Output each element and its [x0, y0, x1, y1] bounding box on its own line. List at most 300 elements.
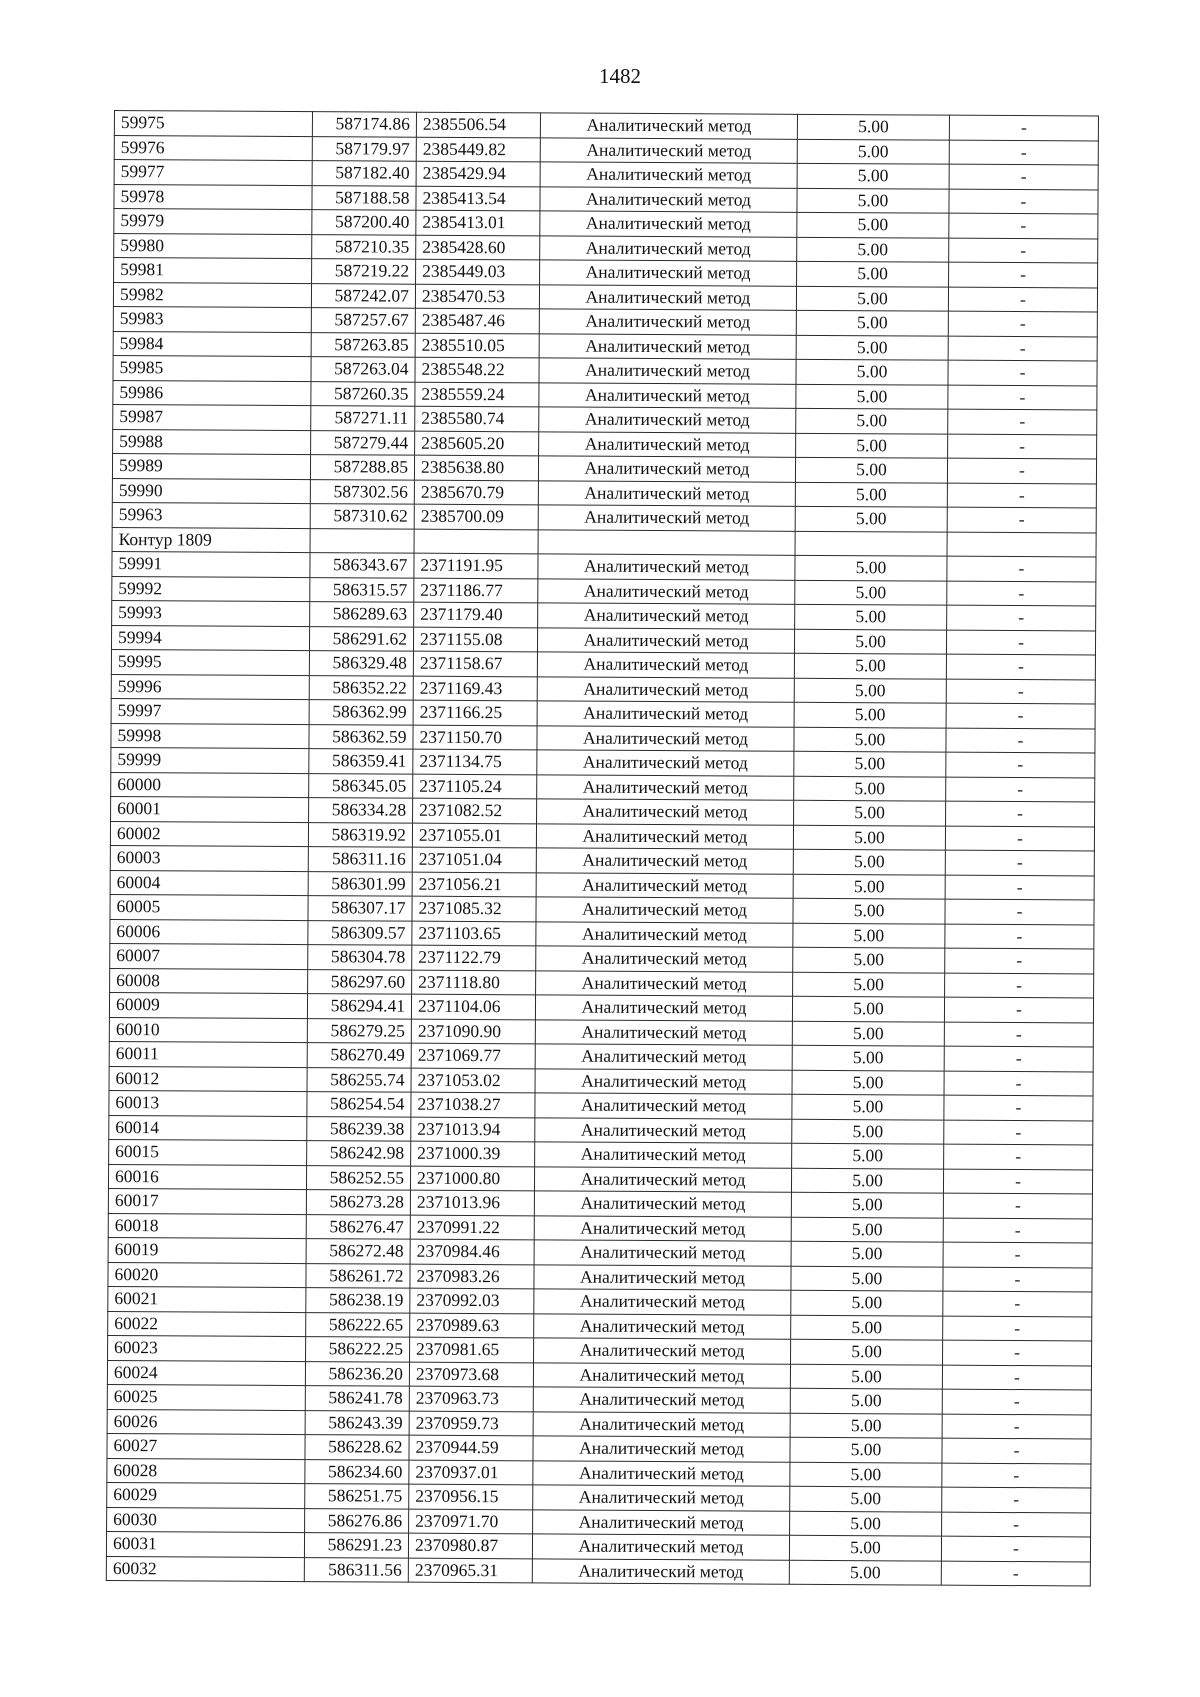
method-cell: Аналитический метод: [532, 1558, 789, 1584]
empty-cell: [310, 528, 414, 553]
extra-cell: -: [946, 728, 1095, 753]
y-coordinate-cell: 2370980.87: [408, 1533, 532, 1558]
y-coordinate-cell: 2385670.79: [414, 480, 538, 505]
method-cell: Аналитический метод: [540, 113, 797, 139]
precision-cell: 5.00: [792, 1094, 944, 1119]
extra-cell: -: [946, 679, 1095, 704]
extra-cell: -: [942, 1512, 1091, 1537]
extra-cell: -: [941, 1561, 1090, 1586]
x-coordinate-cell: 586362.99: [309, 700, 413, 725]
y-coordinate-cell: 2371056.21: [412, 872, 536, 897]
precision-cell: 5.00: [792, 1070, 944, 1095]
extra-cell: -: [948, 409, 1097, 434]
point-id-cell: 60017: [108, 1188, 306, 1214]
x-coordinate-cell: 586273.28: [306, 1190, 410, 1215]
precision-cell: 5.00: [797, 212, 949, 237]
extra-cell: -: [943, 1267, 1092, 1292]
precision-cell: 5.00: [790, 1462, 942, 1487]
method-cell: Аналитический метод: [534, 1215, 791, 1241]
y-coordinate-cell: 2370971.70: [409, 1509, 533, 1534]
extra-cell: -: [946, 801, 1095, 826]
method-cell: Аналитический метод: [533, 1411, 790, 1437]
precision-cell: 5.00: [793, 825, 945, 850]
method-cell: Аналитический метод: [536, 946, 793, 972]
y-coordinate-cell: 2370973.68: [409, 1362, 533, 1387]
point-id-cell: 60018: [108, 1213, 306, 1239]
extra-cell: -: [943, 1340, 1092, 1365]
point-id-cell: 59984: [113, 331, 311, 357]
method-cell: Аналитический метод: [538, 505, 795, 531]
method-cell: Аналитический метод: [538, 456, 795, 482]
y-coordinate-cell: 2385413.01: [416, 210, 540, 235]
method-cell: Аналитический метод: [538, 578, 795, 604]
y-coordinate-cell: 2371013.96: [410, 1190, 534, 1215]
precision-cell: 5.00: [790, 1486, 942, 1511]
x-coordinate-cell: 586334.28: [309, 798, 413, 823]
y-coordinate-cell: 2371186.77: [414, 578, 538, 603]
y-coordinate-cell: 2371038.27: [411, 1092, 535, 1117]
precision-cell: 5.00: [791, 1168, 943, 1193]
method-cell: Аналитический метод: [537, 701, 794, 727]
point-id-cell: 60006: [110, 919, 308, 945]
x-coordinate-cell: 587174.86: [312, 112, 416, 137]
point-id-cell: 59976: [114, 135, 312, 161]
precision-cell: 5.00: [794, 751, 946, 776]
method-cell: Аналитический метод: [534, 1191, 791, 1217]
point-id-cell: 60009: [109, 992, 307, 1018]
method-cell: Аналитический метод: [537, 627, 794, 653]
point-id-cell: 59975: [114, 111, 312, 137]
precision-cell: 5.00: [792, 1119, 944, 1144]
precision-cell: 5.00: [791, 1241, 943, 1266]
extra-cell: -: [944, 1144, 1093, 1169]
x-coordinate-cell: 586234.60: [305, 1459, 409, 1484]
extra-cell: -: [946, 752, 1095, 777]
point-id-cell: 59995: [111, 649, 309, 675]
extra-cell: -: [943, 1218, 1092, 1243]
point-id-cell: 60011: [109, 1041, 307, 1067]
point-id-cell: 60000: [111, 772, 309, 798]
extra-cell: -: [949, 140, 1098, 165]
point-id-cell: 59990: [112, 478, 310, 504]
y-coordinate-cell: 2371051.04: [412, 847, 536, 872]
extra-cell: -: [948, 336, 1097, 361]
extra-cell: -: [942, 1365, 1091, 1390]
y-coordinate-cell: 2371103.65: [412, 921, 536, 946]
x-coordinate-cell: 586238.19: [306, 1288, 410, 1313]
y-coordinate-cell: 2370959.73: [409, 1411, 533, 1436]
precision-cell: 5.00: [790, 1511, 942, 1536]
x-coordinate-cell: 586311.56: [304, 1557, 408, 1582]
extra-cell: -: [949, 115, 1098, 140]
x-coordinate-cell: 586362.59: [309, 724, 413, 749]
extra-cell: -: [947, 507, 1096, 532]
x-coordinate-cell: 586254.54: [307, 1092, 411, 1117]
point-id-cell: 60026: [107, 1409, 305, 1435]
point-id-cell: 60032: [106, 1556, 304, 1582]
point-id-cell: 60005: [110, 894, 308, 920]
precision-cell: 5.00: [792, 1045, 944, 1070]
method-cell: Аналитический метод: [533, 1485, 790, 1511]
extra-cell: -: [941, 1536, 1090, 1561]
y-coordinate-cell: 2370963.73: [409, 1386, 533, 1411]
point-id-cell: 59996: [111, 674, 309, 700]
point-id-cell: 60025: [107, 1384, 305, 1410]
method-cell: Аналитический метод: [540, 235, 797, 261]
point-id-cell: 59987: [113, 404, 311, 430]
precision-cell: 5.00: [794, 800, 946, 825]
x-coordinate-cell: 586261.72: [306, 1263, 410, 1288]
y-coordinate-cell: 2371118.80: [412, 970, 536, 995]
method-cell: Аналитический метод: [534, 1166, 791, 1192]
method-cell: Аналитический метод: [533, 1436, 790, 1462]
y-coordinate-cell: 2385605.20: [415, 431, 539, 456]
x-coordinate-cell: 586251.75: [305, 1484, 409, 1509]
extra-cell: -: [945, 948, 1094, 973]
point-id-cell: 60013: [109, 1090, 307, 1116]
point-id-cell: 60003: [110, 845, 308, 871]
extra-cell: -: [947, 605, 1096, 630]
y-coordinate-cell: 2371105.24: [413, 774, 537, 799]
point-id-cell: 60020: [108, 1262, 306, 1288]
point-id-cell: 60024: [107, 1360, 305, 1386]
method-cell: Аналитический метод: [540, 162, 797, 188]
extra-cell: -: [943, 1193, 1092, 1218]
method-cell: Аналитический метод: [538, 554, 795, 580]
x-coordinate-cell: 586289.63: [310, 602, 414, 627]
y-coordinate-cell: 2385506.54: [416, 112, 540, 137]
y-coordinate-cell: 2371166.25: [413, 700, 537, 725]
method-cell: Аналитический метод: [536, 823, 793, 849]
method-cell: Аналитический метод: [538, 603, 795, 629]
point-id-cell: 60029: [107, 1482, 305, 1508]
x-coordinate-cell: 587263.04: [311, 357, 415, 382]
point-id-cell: 59998: [111, 723, 309, 749]
x-coordinate-cell: 586345.05: [309, 773, 413, 798]
precision-cell: 5.00: [792, 1021, 944, 1046]
method-cell: Аналитический метод: [536, 921, 793, 947]
precision-cell: 5.00: [794, 702, 946, 727]
y-coordinate-cell: 2370937.01: [409, 1460, 533, 1485]
method-cell: Аналитический метод: [536, 970, 793, 996]
y-coordinate-cell: 2371090.90: [411, 1019, 535, 1044]
extra-cell: -: [943, 1316, 1092, 1341]
extra-cell: -: [949, 213, 1098, 238]
precision-cell: 5.00: [792, 1143, 944, 1168]
precision-cell: 5.00: [791, 1192, 943, 1217]
y-coordinate-cell: 2385510.05: [415, 333, 539, 358]
x-coordinate-cell: 586270.49: [307, 1043, 411, 1068]
point-id-cell: 59963: [112, 502, 310, 528]
y-coordinate-cell: 2371191.95: [414, 553, 538, 578]
point-id-cell: 59977: [114, 160, 312, 186]
y-coordinate-cell: 2385429.94: [416, 161, 540, 186]
point-id-cell: 59993: [112, 600, 310, 626]
table-body: [106, 111, 1098, 1586]
extra-cell: -: [948, 360, 1097, 385]
y-coordinate-cell: 2371053.02: [411, 1068, 535, 1093]
method-cell: Аналитический метод: [535, 1142, 792, 1168]
point-id-cell: 60023: [108, 1335, 306, 1361]
x-coordinate-cell: 586294.41: [307, 994, 411, 1019]
y-coordinate-cell: 2371169.43: [413, 676, 537, 701]
point-id-cell: 60008: [110, 968, 308, 994]
y-coordinate-cell: 2370991.22: [410, 1215, 534, 1240]
method-cell: Аналитический метод: [535, 1044, 792, 1070]
extra-cell: -: [945, 850, 1094, 875]
extra-cell: -: [942, 1463, 1091, 1488]
method-cell: Аналитический метод: [537, 750, 794, 776]
x-coordinate-cell: 586301.99: [308, 871, 412, 896]
extra-cell: -: [943, 1291, 1092, 1316]
point-id-cell: 59994: [111, 625, 309, 651]
precision-cell: 5.00: [794, 629, 946, 654]
method-cell: Аналитический метод: [534, 1289, 791, 1315]
extra-cell: -: [947, 483, 1096, 508]
x-coordinate-cell: 586352.22: [309, 675, 413, 700]
point-id-cell: 60022: [108, 1311, 306, 1337]
precision-cell: 5.00: [796, 286, 948, 311]
x-coordinate-cell: 586279.25: [307, 1018, 411, 1043]
point-id-cell: 59988: [113, 429, 311, 455]
y-coordinate-cell: 2371055.01: [412, 823, 536, 848]
x-coordinate-cell: 586291.62: [309, 626, 413, 651]
precision-cell: 5.00: [795, 604, 947, 629]
x-coordinate-cell: 586343.67: [310, 553, 414, 578]
x-coordinate-cell: 586307.17: [308, 896, 412, 921]
method-cell: Аналитический метод: [539, 284, 796, 310]
y-coordinate-cell: 2371134.75: [413, 749, 537, 774]
extra-cell: -: [948, 434, 1097, 459]
precision-cell: 5.00: [794, 727, 946, 752]
contour-label: Контур 1809: [112, 527, 310, 553]
x-coordinate-cell: 586241.78: [305, 1386, 409, 1411]
precision-cell: 5.00: [797, 114, 949, 139]
x-coordinate-cell: 586276.47: [306, 1214, 410, 1239]
precision-cell: 5.00: [793, 898, 945, 923]
extra-cell: -: [947, 556, 1096, 581]
extra-cell: -: [949, 238, 1098, 263]
method-cell: Аналитический метод: [534, 1338, 791, 1364]
y-coordinate-cell: 2371000.39: [411, 1141, 535, 1166]
y-coordinate-cell: 2385470.53: [415, 284, 539, 309]
x-coordinate-cell: 587260.35: [311, 381, 415, 406]
point-id-cell: 60012: [109, 1066, 307, 1092]
method-cell: Аналитический метод: [534, 1264, 791, 1290]
point-id-cell: 60031: [106, 1531, 304, 1557]
method-cell: Аналитический метод: [537, 774, 794, 800]
extra-cell: -: [949, 164, 1098, 189]
x-coordinate-cell: 586242.98: [307, 1141, 411, 1166]
x-coordinate-cell: 586304.78: [308, 945, 412, 970]
precision-cell: 5.00: [791, 1217, 943, 1242]
y-coordinate-cell: 2370981.65: [410, 1337, 534, 1362]
precision-cell: 5.00: [795, 580, 947, 605]
precision-cell: 5.00: [790, 1388, 942, 1413]
method-cell: Аналитический метод: [538, 480, 795, 506]
y-coordinate-cell: 2370989.63: [410, 1313, 534, 1338]
extra-cell: -: [943, 1169, 1092, 1194]
y-coordinate-cell: 2371069.77: [411, 1043, 535, 1068]
x-coordinate-cell: 587210.35: [312, 234, 416, 259]
extra-cell: -: [942, 1487, 1091, 1512]
point-id-cell: 59986: [113, 380, 311, 406]
x-coordinate-cell: 587279.44: [311, 430, 415, 455]
method-cell: Аналитический метод: [539, 333, 796, 359]
x-coordinate-cell: 586291.23: [304, 1533, 408, 1558]
extra-cell: -: [943, 1242, 1092, 1267]
method-cell: Аналитический метод: [534, 1240, 791, 1266]
x-coordinate-cell: 586239.38: [307, 1116, 411, 1141]
x-coordinate-cell: 586311.16: [308, 847, 412, 872]
y-coordinate-cell: 2371155.08: [413, 627, 537, 652]
x-coordinate-cell: 587200.40: [312, 210, 416, 235]
method-cell: Аналитический метод: [536, 872, 793, 898]
precision-cell: 5.00: [797, 163, 949, 188]
y-coordinate-cell: 2385487.46: [415, 308, 539, 333]
precision-cell: 5.00: [791, 1266, 943, 1291]
point-id-cell: 59999: [111, 747, 309, 773]
method-cell: Аналитический метод: [532, 1534, 789, 1560]
extra-cell: -: [944, 1046, 1093, 1071]
point-id-cell: 60007: [110, 943, 308, 969]
method-cell: Аналитический метод: [540, 137, 797, 163]
precision-cell: 5.00: [795, 457, 947, 482]
extra-cell: -: [947, 458, 1096, 483]
method-cell: Аналитический метод: [537, 725, 794, 751]
extra-cell: -: [949, 262, 1098, 287]
y-coordinate-cell: 2370965.31: [408, 1558, 532, 1583]
precision-cell: 5.00: [794, 653, 946, 678]
x-coordinate-cell: 587257.67: [311, 308, 415, 333]
extra-cell: -: [942, 1414, 1091, 1439]
method-cell: Аналитический метод: [540, 260, 797, 286]
extra-cell: -: [944, 1095, 1093, 1120]
precision-cell: 5.00: [796, 384, 948, 409]
point-id-cell: 59981: [114, 258, 312, 284]
precision-cell: 5.00: [796, 433, 948, 458]
y-coordinate-cell: 2371082.52: [413, 798, 537, 823]
point-id-cell: 59983: [113, 306, 311, 332]
extra-cell: -: [944, 1071, 1093, 1096]
extra-cell: -: [948, 311, 1097, 336]
coordinates-table: [106, 110, 1099, 1586]
point-id-cell: 59980: [114, 233, 312, 259]
x-coordinate-cell: 587288.85: [310, 455, 414, 480]
point-id-cell: 60021: [108, 1286, 306, 1312]
precision-cell: 5.00: [792, 996, 944, 1021]
y-coordinate-cell: 2371013.94: [411, 1117, 535, 1142]
x-coordinate-cell: 586255.74: [307, 1067, 411, 1092]
precision-cell: 5.00: [796, 408, 948, 433]
y-coordinate-cell: 2371122.79: [412, 945, 536, 970]
method-cell: Аналитический метод: [535, 1068, 792, 1094]
y-coordinate-cell: 2385449.82: [416, 137, 540, 162]
method-cell: Аналитический метод: [539, 358, 796, 384]
x-coordinate-cell: 586315.57: [310, 577, 414, 602]
extra-cell: -: [947, 581, 1096, 606]
method-cell: Аналитический метод: [533, 1362, 790, 1388]
x-coordinate-cell: 587182.40: [312, 161, 416, 186]
y-coordinate-cell: 2370944.59: [409, 1435, 533, 1460]
point-id-cell: 59979: [114, 209, 312, 235]
method-cell: Аналитический метод: [539, 309, 796, 335]
precision-cell: 5.00: [793, 947, 945, 972]
y-coordinate-cell: 2385449.03: [416, 259, 540, 284]
precision-cell: 5.00: [797, 139, 949, 164]
extra-cell: -: [942, 1389, 1091, 1414]
point-id-cell: 59978: [114, 184, 312, 210]
y-coordinate-cell: 2370956.15: [409, 1484, 533, 1509]
method-cell: Аналитический метод: [533, 1387, 790, 1413]
precision-cell: 5.00: [790, 1413, 942, 1438]
method-cell: Аналитический метод: [535, 1019, 792, 1045]
x-coordinate-cell: 586243.39: [305, 1410, 409, 1435]
extra-cell: -: [944, 997, 1093, 1022]
method-cell: Аналитический метод: [533, 1460, 790, 1486]
table-row: [106, 1556, 1090, 1586]
precision-cell: 5.00: [789, 1535, 941, 1560]
method-cell: Аналитический метод: [539, 431, 796, 457]
point-id-cell: 60010: [109, 1017, 307, 1043]
extra-cell: -: [948, 385, 1097, 410]
extra-cell: -: [945, 826, 1094, 851]
x-coordinate-cell: 586272.48: [306, 1239, 410, 1264]
x-coordinate-cell: 587263.85: [311, 332, 415, 357]
empty-cell: [795, 531, 947, 556]
y-coordinate-cell: 2370984.46: [410, 1239, 534, 1264]
x-coordinate-cell: 586228.62: [305, 1435, 409, 1460]
empty-cell: [414, 529, 538, 554]
point-id-cell: 60001: [111, 796, 309, 822]
extra-cell: -: [949, 189, 1098, 214]
precision-cell: 5.00: [793, 874, 945, 899]
x-coordinate-cell: 587219.22: [312, 259, 416, 284]
point-id-cell: 60030: [107, 1507, 305, 1533]
x-coordinate-cell: 587179.97: [312, 136, 416, 161]
x-coordinate-cell: 586309.57: [308, 920, 412, 945]
method-cell: Аналитический метод: [535, 1093, 792, 1119]
x-coordinate-cell: 587271.11: [311, 406, 415, 431]
extra-cell: -: [945, 973, 1094, 998]
point-id-cell: 60015: [109, 1139, 307, 1165]
y-coordinate-cell: 2385548.22: [415, 357, 539, 382]
precision-cell: 5.00: [795, 482, 947, 507]
extra-cell: -: [948, 287, 1097, 312]
point-id-cell: 60014: [109, 1115, 307, 1141]
precision-cell: 5.00: [794, 776, 946, 801]
x-coordinate-cell: 586252.55: [306, 1165, 410, 1190]
point-id-cell: 60004: [110, 870, 308, 896]
x-coordinate-cell: 586329.48: [309, 651, 413, 676]
point-id-cell: 59982: [113, 282, 311, 308]
precision-cell: 5.00: [795, 506, 947, 531]
y-coordinate-cell: 2385413.54: [416, 186, 540, 211]
precision-cell: 5.00: [790, 1437, 942, 1462]
x-coordinate-cell: 587310.62: [310, 504, 414, 529]
x-coordinate-cell: 586319.92: [308, 822, 412, 847]
x-coordinate-cell: 586276.86: [305, 1508, 409, 1533]
extra-cell: -: [945, 875, 1094, 900]
extra-cell: -: [945, 924, 1094, 949]
y-coordinate-cell: 2371104.06: [411, 994, 535, 1019]
point-id-cell: 59997: [111, 698, 309, 724]
precision-cell: 5.00: [791, 1339, 943, 1364]
extra-cell: -: [942, 1438, 1091, 1463]
y-coordinate-cell: 2371179.40: [414, 602, 538, 627]
y-coordinate-cell: 2385580.74: [415, 406, 539, 431]
y-coordinate-cell: 2385638.80: [414, 455, 538, 480]
